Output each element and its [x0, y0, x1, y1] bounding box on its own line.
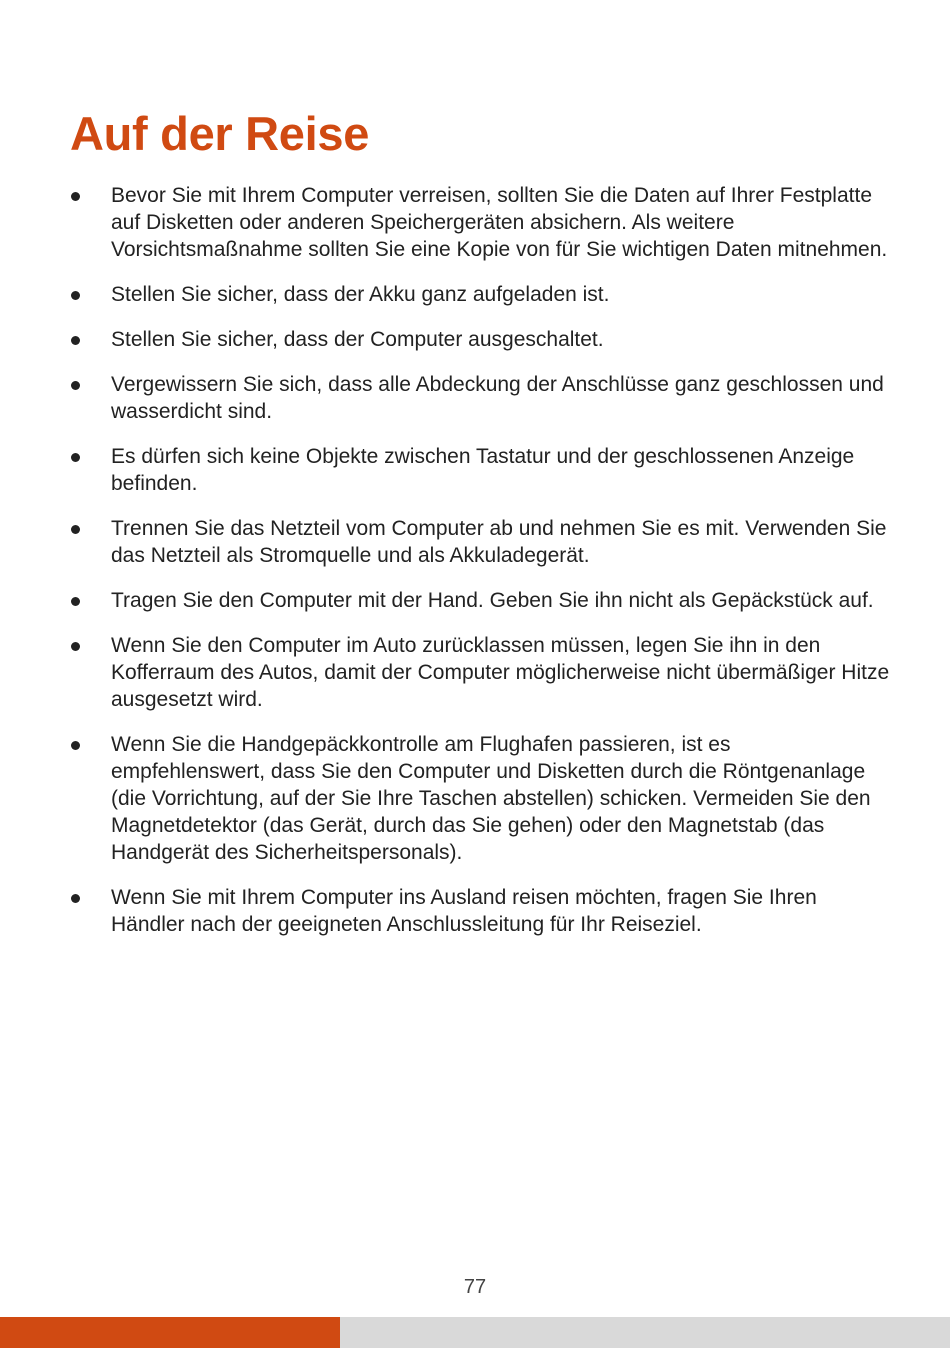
- list-item: [70, 371, 890, 425]
- bullet-icon: [71, 381, 80, 390]
- list-item-text: Wenn Sie den Computer im Auto zurücklassen müssen, legen Sie ihn in den Kofferraum des Autos, damit der Computer möglicherweise nicht übermäßiger Hitze ausgesetzt wird.: [111, 634, 890, 711]
- footer-accent-bar: [0, 1317, 340, 1348]
- bullet-icon: [71, 597, 80, 606]
- list-item-text: Stellen Sie sicher, dass der Computer ausgeschaltet.: [111, 328, 604, 351]
- list-item-text: Es dürfen sich keine Objekte zwischen Tastatur und der geschlossenen Anzeige befinden.: [111, 445, 855, 495]
- list-item: [70, 731, 890, 866]
- list-item: [70, 587, 890, 614]
- footer-bar: [0, 1317, 950, 1348]
- bullet-icon: [71, 642, 80, 651]
- list-item-text: Trennen Sie das Netzteil vom Computer ab und nehmen Sie es mit. Verwenden Sie das Netzteil als Stromquelle und als Akkuladegerät.: [111, 517, 887, 567]
- bullet-icon: [71, 336, 80, 345]
- bullet-list: [70, 182, 890, 956]
- list-item-text: Tragen Sie den Computer mit der Hand. Geben Sie ihn nicht als Gepäckstück auf.: [111, 589, 874, 612]
- list-item-text: Wenn Sie mit Ihrem Computer ins Ausland reisen möchten, fragen Sie Ihren Händler nach der geeigneten Anschlussleitung für Ihr Reiseziel.: [111, 886, 817, 936]
- list-item-text: Wenn Sie die Handgepäckkontrolle am Flughafen passieren, ist es empfehlenswert, dass Sie den Computer und Disketten durch die Röntgenanlage (die Vorrichtung, auf der Sie Ihre Taschen abstellen) schicken. Vermeiden Sie den Magnetdetektor (das Gerät, durch das Sie gehen) oder den Magnetstab (das Handgerät des Sicherheitspersonals).: [111, 733, 871, 864]
- list-item: [70, 326, 890, 353]
- list-item: [70, 884, 890, 938]
- page-title: Auf der Reise: [70, 107, 370, 160]
- bullet-icon: [71, 453, 80, 462]
- list-item: [70, 632, 890, 713]
- bullet-icon: [71, 741, 80, 750]
- list-item-text: Stellen Sie sicher, dass der Akku ganz aufgeladen ist.: [111, 283, 610, 306]
- bullet-icon: [71, 192, 80, 201]
- list-item: [70, 515, 890, 569]
- list-item-text: Vergewissern Sie sich, dass alle Abdeckung der Anschlüsse ganz geschlossen und wasserdicht sind.: [111, 373, 884, 423]
- page-number: 77: [463, 1276, 487, 1298]
- bullet-icon: [71, 894, 80, 903]
- list-item: [70, 443, 890, 497]
- bullet-icon: [71, 291, 80, 300]
- bullet-icon: [71, 525, 80, 534]
- list-item-text: Bevor Sie mit Ihrem Computer verreisen, sollten Sie die Daten auf Ihrer Festplatte auf Disketten oder anderen Speichergeräten absichern. Als weitere Vorsichtsmaßnahme sollten Sie eine Kopie von für Sie wichtigen Daten mitnehmen.: [111, 184, 888, 261]
- list-item: [70, 281, 890, 308]
- list-item: [70, 182, 890, 263]
